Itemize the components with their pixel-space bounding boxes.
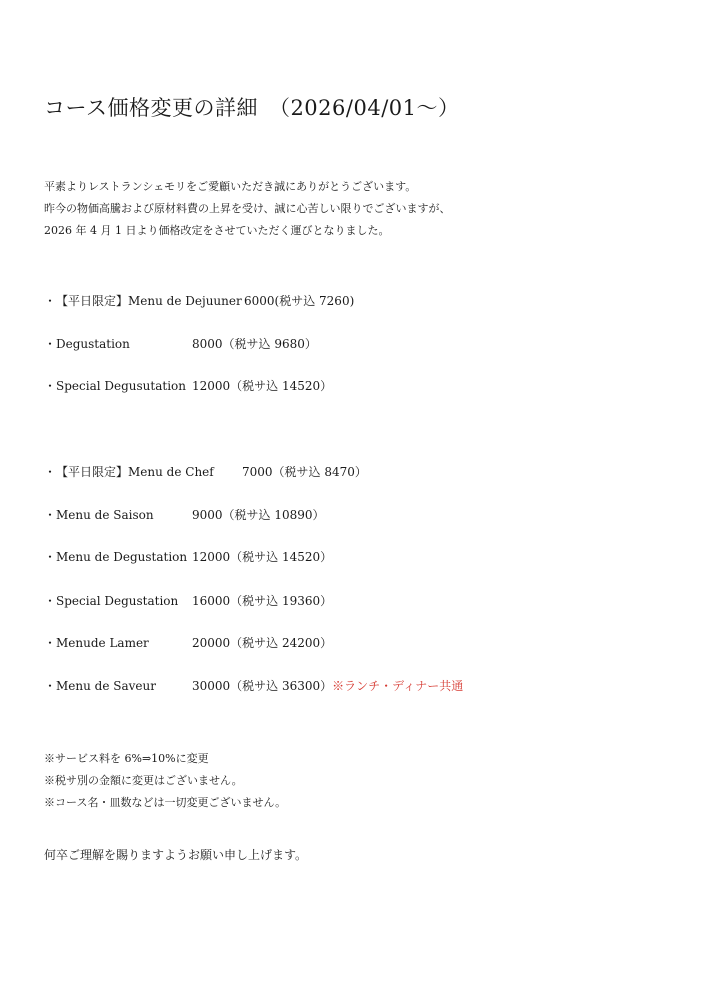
menu-name: Menu de Saveur — [56, 679, 156, 693]
menu-price: 8000（税サ込 9680） — [192, 337, 317, 351]
menu-name: Degustation — [56, 337, 130, 351]
intro-line: 2026 年 4 月 1 日より価格改定をさせていただく運びとなりました。 — [44, 224, 390, 237]
menu-name: Special Degustation — [56, 594, 179, 608]
menu-item-dinner-degustation — [44, 548, 332, 565]
bullet: ・ — [44, 508, 57, 522]
menu-name: Menude Lamer — [56, 636, 149, 650]
menu-item-dinner-lamer — [44, 634, 332, 651]
menu-price: 16000（税サ込 19360） — [192, 594, 333, 608]
menu-name: 【平日限定】Menu de Chef — [56, 465, 214, 479]
menu-item-lunch-dejeuner — [44, 292, 354, 309]
menu-price: 30000（税サ込 36300） — [192, 679, 333, 693]
note-line: ※サービス料を 6%⇒10%に変更 — [44, 752, 209, 765]
note-line: ※税サ別の金額に変更はございません。 — [44, 774, 243, 787]
menu-item-lunch-special — [44, 377, 332, 394]
menu-price: 12000（税サ込 14520） — [192, 379, 333, 393]
bullet: ・ — [44, 594, 57, 608]
menu-name: Menu de Saison — [56, 508, 154, 522]
bullet: ・ — [44, 294, 57, 308]
bullet: ・ — [44, 550, 57, 564]
menu-note: ※ランチ・ディナー共通 — [332, 679, 464, 693]
menu-price: 6000(税サ込 7260) — [244, 294, 355, 308]
menu-item-dinner-saveur — [44, 677, 463, 694]
notes — [44, 748, 286, 814]
bullet: ・ — [44, 379, 57, 393]
menu-name: Menu de Degustation — [56, 550, 188, 564]
menu-price: 9000（税サ込 10890） — [192, 508, 325, 522]
menu-item-dinner-chef — [44, 463, 367, 480]
menu-price: 7000（税サ込 8470） — [242, 465, 367, 479]
menu-name: Special Degusutation — [56, 379, 186, 393]
page-title: コース価格変更の詳細 （2026/04/01〜） — [44, 96, 460, 120]
intro-line: 平素よりレストランシェモリをご愛顧いただき誠にありがとうございます。 — [44, 180, 417, 193]
bullet: ・ — [44, 337, 57, 351]
menu-item-dinner-special — [44, 592, 332, 609]
menu-price: 20000（税サ込 24200） — [192, 636, 333, 650]
bullet: ・ — [44, 465, 57, 479]
bullet: ・ — [44, 636, 57, 650]
menu-price: 12000（税サ込 14520） — [192, 550, 333, 564]
intro-paragraph — [44, 176, 451, 242]
menu-name: 【平日限定】Menu de Dejuuner — [56, 294, 242, 308]
menu-item-dinner-saison — [44, 506, 325, 523]
closing-message: 何卒ご理解を賜りますようお願い申し上げます。 — [44, 848, 308, 862]
intro-line: 昨今の物価高騰および原材料費の上昇を受け、誠に心苦しい限りでございますが、 — [44, 202, 451, 215]
menu-item-lunch-degustation — [44, 335, 317, 352]
note-line: ※コース名・皿数などは一切変更ございません。 — [44, 796, 287, 809]
bullet: ・ — [44, 679, 57, 693]
